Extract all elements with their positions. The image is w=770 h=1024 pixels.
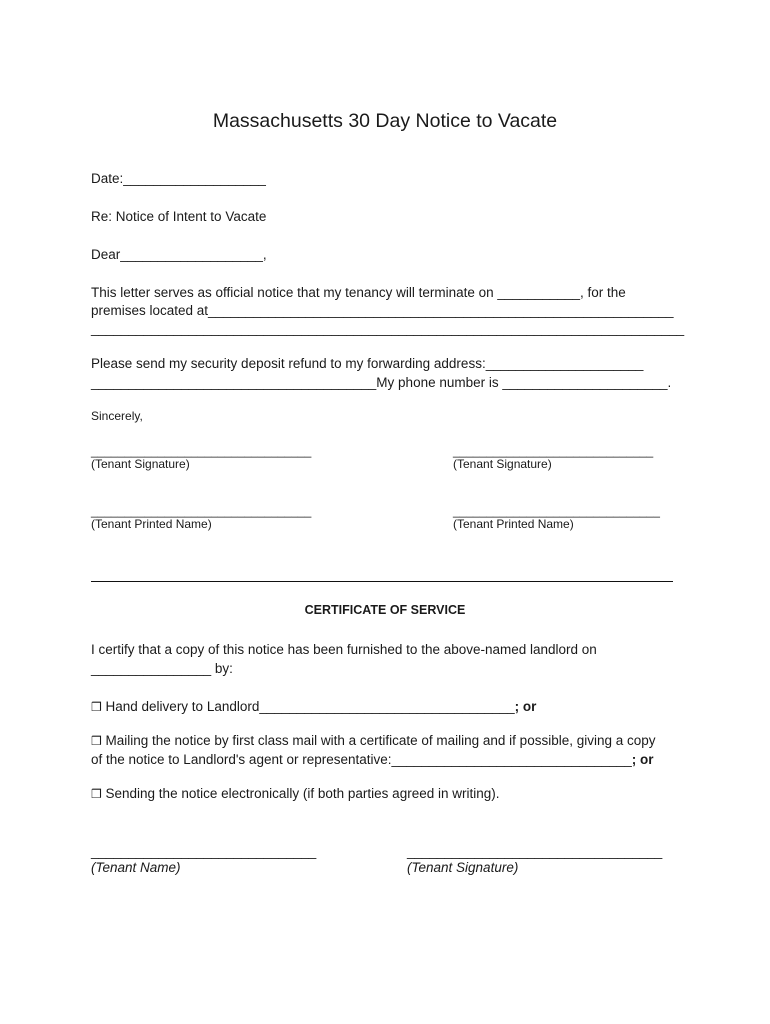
deposit-paragraph-line-1: Please send my security deposit refund to my forwarding address:_____________________ [91,356,644,371]
checkbox-icon[interactable]: ❒ [91,734,102,748]
re-line: Re: Notice of Intent to Vacate [91,209,267,224]
option-mail-text-2: of the notice to Landlord's agent or representative:________________________________ [91,752,632,767]
page-title: Massachusetts 30 Day Notice to Vacate [212,110,558,132]
checkbox-icon[interactable]: ❒ [91,787,102,801]
option-electronic [91,785,499,803]
tenant-signature-label: (Tenant Signature) [407,860,519,875]
right-signature-line: ______________________________ [453,444,654,458]
tenant-name-label: (Tenant Name) [91,860,181,875]
section-divider [91,581,673,582]
option-hand-delivery-text: Hand delivery to Landlord__________________________________ [101,699,515,714]
left-printed-name-label: (Tenant Printed Name) [91,517,212,531]
option-hand-delivery [91,698,536,716]
certify-line-2: ________________ by: [91,661,233,676]
tenancy-paragraph-line-1: This letter serves as official notice that my tenancy will terminate on ___________, for the [91,285,626,300]
option-mail-line-1 [91,732,656,750]
tenant-name-line: ______________________________ [91,844,317,859]
option-mail-text: Mailing the notice by first class mail with a certificate of mailing and if possible, giving a copy [101,733,656,748]
tenancy-paragraph-line-3: _______________________________________________________________________________ [91,321,685,336]
right-printed-name-line: _______________________________ [453,504,660,518]
option-electronic-text: Sending the notice electronically (if both parties agreed in writing). [101,786,500,801]
tenancy-paragraph-line-2: premises located at______________________________________________________________ [91,303,674,318]
right-printed-name-label: (Tenant Printed Name) [453,517,574,531]
tenant-signature-line: __________________________________ [407,844,663,859]
option-mail-or: ; or [631,752,654,767]
salutation-line: Dear___________________, [91,247,267,262]
certificate-heading: CERTIFICATE OF SERVICE [304,603,466,617]
closing-sincerely: Sincerely, [91,409,143,423]
option-mail-line-2 [91,751,654,769]
left-signature-label: (Tenant Signature) [91,457,190,471]
deposit-paragraph-line-2: ______________________________________My phone number is ______________________. [91,375,672,390]
date-line: Date:___________________ [91,171,266,186]
left-printed-name-line: _________________________________ [91,504,312,518]
right-signature-label: (Tenant Signature) [453,457,552,471]
left-signature-line: _________________________________ [91,444,312,458]
option-hand-delivery-or: ; or [514,699,537,714]
checkbox-icon[interactable]: ❒ [91,700,102,714]
certify-line-1: I certify that a copy of this notice has been furnished to the above-named landlord on [91,642,597,657]
